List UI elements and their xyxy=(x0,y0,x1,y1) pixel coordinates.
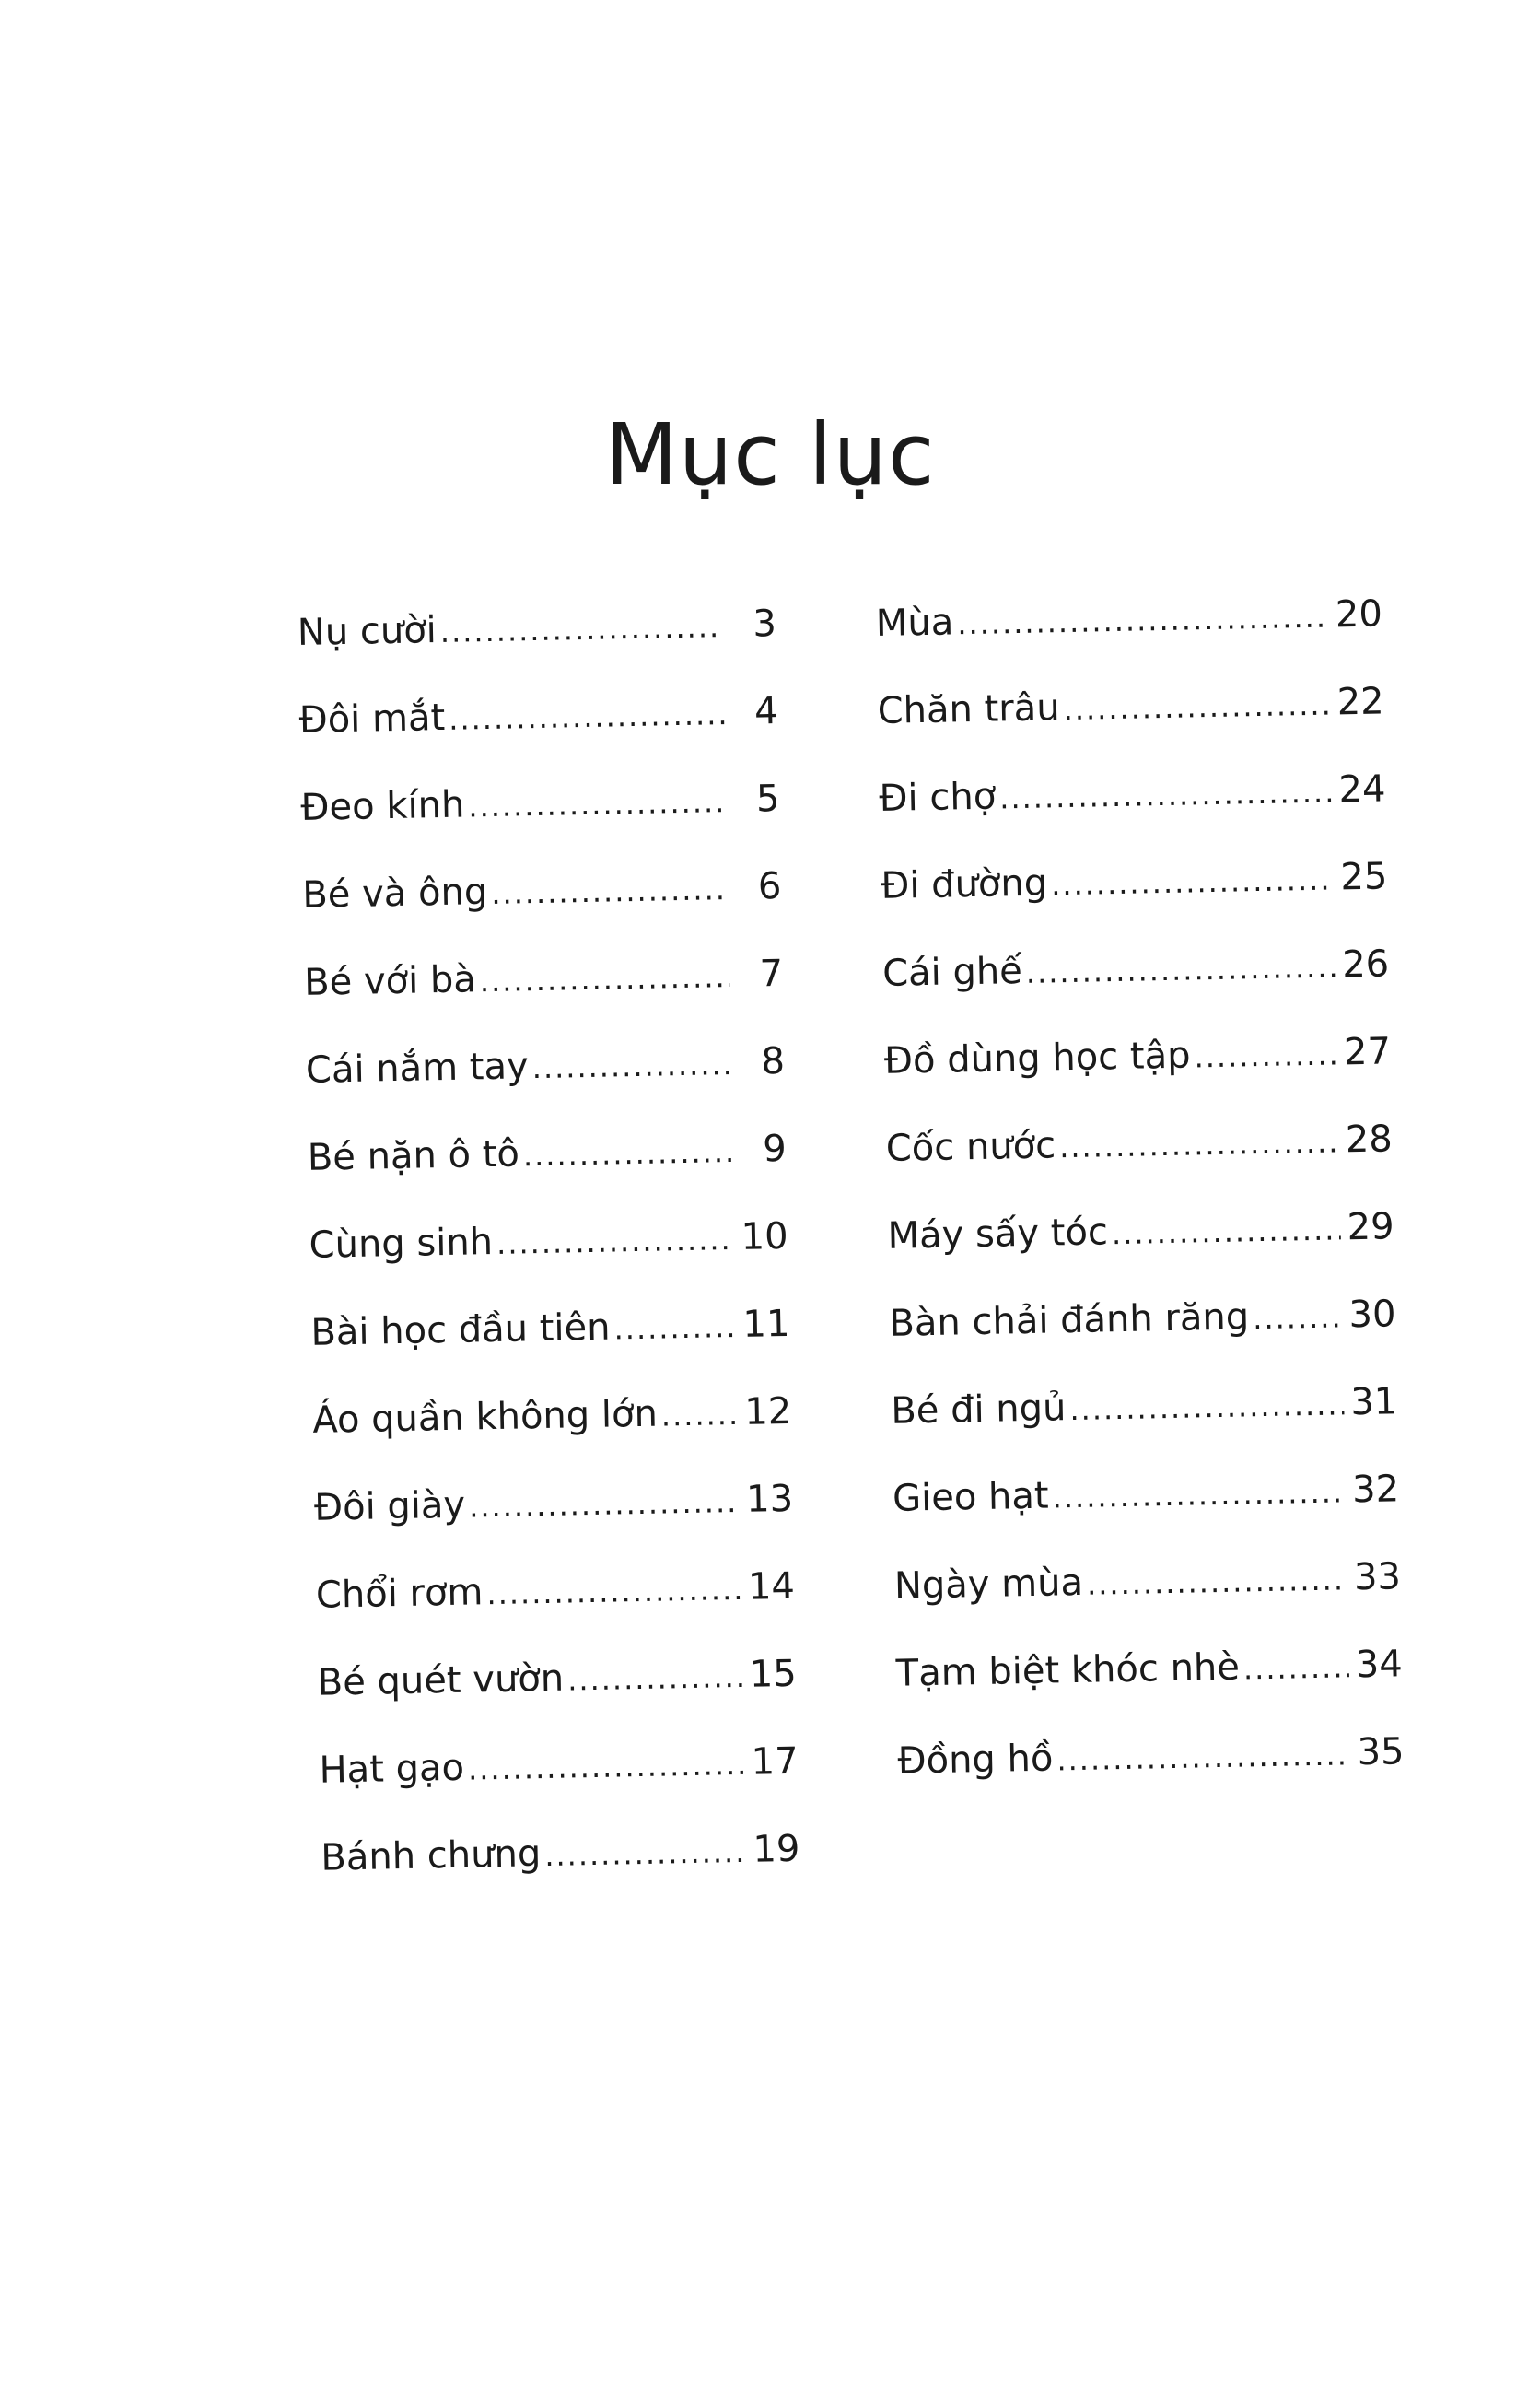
toc-entry-page: 14 xyxy=(747,1564,796,1609)
toc-leader xyxy=(1252,1273,1343,1363)
toc-entry-page: 4 xyxy=(753,689,779,733)
toc-entry[interactable] xyxy=(875,570,1383,668)
toc-entry[interactable] xyxy=(297,580,777,677)
toc-entry-title: Đi chợ xyxy=(879,775,997,820)
toc-entry[interactable] xyxy=(892,1446,1400,1543)
toc-entry-title: Bé nặn ô tô xyxy=(307,1132,520,1179)
toc-entry-page: 34 xyxy=(1355,1643,1404,1687)
toc-entry-page: 32 xyxy=(1351,1468,1400,1512)
toc-leader xyxy=(479,933,730,1025)
toc-entry-title: Nụ cười xyxy=(297,609,438,654)
toc-entry[interactable] xyxy=(311,1368,792,1465)
toc-entry[interactable] xyxy=(317,1631,798,1727)
toc-entry-page: 31 xyxy=(1349,1380,1398,1424)
toc-entry-page: 11 xyxy=(742,1302,790,1346)
toc-leader xyxy=(467,758,727,850)
toc-entry-page: 10 xyxy=(741,1214,789,1258)
toc-entry-title: Chăn trâu xyxy=(877,686,1060,732)
toc-entry[interactable] xyxy=(897,1708,1406,1806)
toc-leader xyxy=(1058,1098,1339,1191)
toc-leader xyxy=(467,1721,745,1814)
toc-entry[interactable] xyxy=(301,843,782,940)
toc-entry-page: 25 xyxy=(1339,855,1388,899)
toc-entry-title: Đôi mắt xyxy=(298,696,446,742)
toc-entry-page: 26 xyxy=(1341,942,1390,987)
toc-entry[interactable] xyxy=(877,658,1385,755)
toc-entry-title: Ngày mùa xyxy=(893,1561,1084,1608)
toc-leader xyxy=(613,1283,738,1374)
toc-leader xyxy=(998,749,1333,843)
toc-entry-page: 8 xyxy=(761,1039,786,1083)
toc-entry-title: Tạm biệt khóc nhè xyxy=(895,1645,1241,1695)
toc-leader xyxy=(448,671,725,764)
toc-leader xyxy=(1056,1711,1351,1804)
toc-entry-page: 35 xyxy=(1357,1730,1405,1774)
toc-entry-page: 33 xyxy=(1353,1555,1402,1599)
toc-right-column xyxy=(875,570,1405,1805)
toc-entry[interactable] xyxy=(883,1008,1392,1106)
toc-entry[interactable] xyxy=(881,920,1390,1018)
toc-leader xyxy=(1063,661,1332,755)
toc-entry-title: Mùa xyxy=(875,601,954,645)
toc-entry[interactable] xyxy=(880,833,1388,931)
page-title: Mục lục xyxy=(604,405,936,504)
toc-entry-title: Bài học đầu tiên xyxy=(310,1305,611,1354)
toc-entry-page: 12 xyxy=(743,1389,792,1434)
toc-entry-page: 27 xyxy=(1343,1030,1392,1074)
toc-entry-page: 22 xyxy=(1336,680,1385,724)
toc-entry-page: 15 xyxy=(749,1652,798,1696)
toc-entry-title: Đi đường xyxy=(880,861,1048,907)
toc-entry-title: Cái nắm tay xyxy=(305,1045,530,1092)
toc-left-column xyxy=(297,580,800,1902)
toc-entry-title: Hạt gạo xyxy=(319,1746,465,1792)
toc-entry-page: 24 xyxy=(1338,767,1386,812)
toc-leader xyxy=(1111,1186,1341,1278)
toc-entry-title: Đồ dùng học tập xyxy=(883,1034,1191,1083)
toc-entry-title: Áo quần không lớn xyxy=(311,1392,659,1442)
toc-entry-title: Bánh chưng xyxy=(320,1832,542,1879)
toc-entry[interactable] xyxy=(300,755,781,852)
toc-entry-page: 9 xyxy=(762,1127,788,1171)
toc-entry-page: 30 xyxy=(1348,1293,1396,1337)
toc-entry-page: 28 xyxy=(1345,1118,1394,1162)
toc-leader xyxy=(1068,1361,1345,1454)
toc-leader xyxy=(439,583,724,676)
toc-entry-title: Đeo kính xyxy=(300,783,465,829)
toc-entry[interactable] xyxy=(305,1018,786,1115)
toc-leader xyxy=(566,1633,743,1725)
toc-entry-title: Máy sấy tóc xyxy=(887,1211,1109,1258)
toc-leader xyxy=(468,1458,741,1551)
toc-entry[interactable] xyxy=(315,1543,796,1640)
toc-leader xyxy=(1086,1536,1348,1628)
toc-entry[interactable] xyxy=(303,931,784,1027)
toc-entry-title: Đôi giày xyxy=(313,1483,466,1529)
toc-leader xyxy=(1025,923,1336,1016)
toc-entry-title: Gieo hạt xyxy=(892,1474,1050,1520)
toc-leader xyxy=(531,1021,732,1112)
toc-entry[interactable] xyxy=(307,1106,788,1202)
toc-entry-page: 6 xyxy=(757,864,782,908)
toc-entry[interactable] xyxy=(310,1281,791,1377)
toc-entry-title: Cái ghế xyxy=(881,950,1023,995)
toc-entry-title: Bé đi ngủ xyxy=(890,1387,1067,1433)
toc-entry[interactable] xyxy=(319,1718,799,1815)
toc-leader xyxy=(496,1196,735,1288)
toc-entry[interactable] xyxy=(890,1358,1398,1456)
toc-entry-title: Cùng sinh xyxy=(309,1221,494,1267)
toc-leader xyxy=(522,1108,734,1200)
toc-entry[interactable] xyxy=(309,1193,789,1290)
toc-entry[interactable] xyxy=(298,668,779,765)
toc-entry-page: 3 xyxy=(752,603,777,646)
toc-entry[interactable] xyxy=(893,1533,1402,1631)
toc-entry-title: Đồng hồ xyxy=(897,1737,1054,1783)
toc-entry[interactable] xyxy=(885,1095,1394,1193)
toc-leader xyxy=(1194,1011,1338,1101)
toc-entry-page: 7 xyxy=(759,952,784,996)
toc-entry[interactable] xyxy=(895,1621,1404,1718)
toc-entry-title: Cốc nước xyxy=(885,1124,1056,1170)
toc-entry-title: Bé với bà xyxy=(303,958,477,1004)
toc-leader xyxy=(660,1371,739,1460)
toc-leader xyxy=(1050,837,1335,930)
toc-entry[interactable] xyxy=(887,1183,1395,1281)
toc-entry-page: 19 xyxy=(752,1827,800,1871)
toc-entry-page: 5 xyxy=(755,777,780,821)
toc-entry-title: Bé quét vườn xyxy=(317,1656,565,1704)
toc-leader xyxy=(956,574,1329,669)
toc-entry-page: 13 xyxy=(745,1477,794,1521)
toc-leader xyxy=(543,1809,747,1900)
toc-leader xyxy=(1242,1623,1350,1713)
toc-entry-page: 29 xyxy=(1347,1205,1395,1249)
toc-entry[interactable] xyxy=(321,1806,801,1902)
toc-leader xyxy=(486,1546,742,1638)
toc-entry-page: 20 xyxy=(1335,592,1383,637)
toc-leader xyxy=(490,846,729,938)
toc-leader xyxy=(1052,1448,1347,1541)
toc-entry-title: Bé và ông xyxy=(301,871,488,917)
toc-entry-page: 17 xyxy=(751,1739,799,1784)
toc-entry[interactable] xyxy=(889,1270,1397,1368)
toc-entry[interactable] xyxy=(313,1456,794,1552)
toc-entry-title: Bàn chải đánh răng xyxy=(889,1295,1250,1345)
toc-entry[interactable] xyxy=(879,745,1387,843)
toc-entry-title: Chổi rơm xyxy=(315,1571,484,1617)
